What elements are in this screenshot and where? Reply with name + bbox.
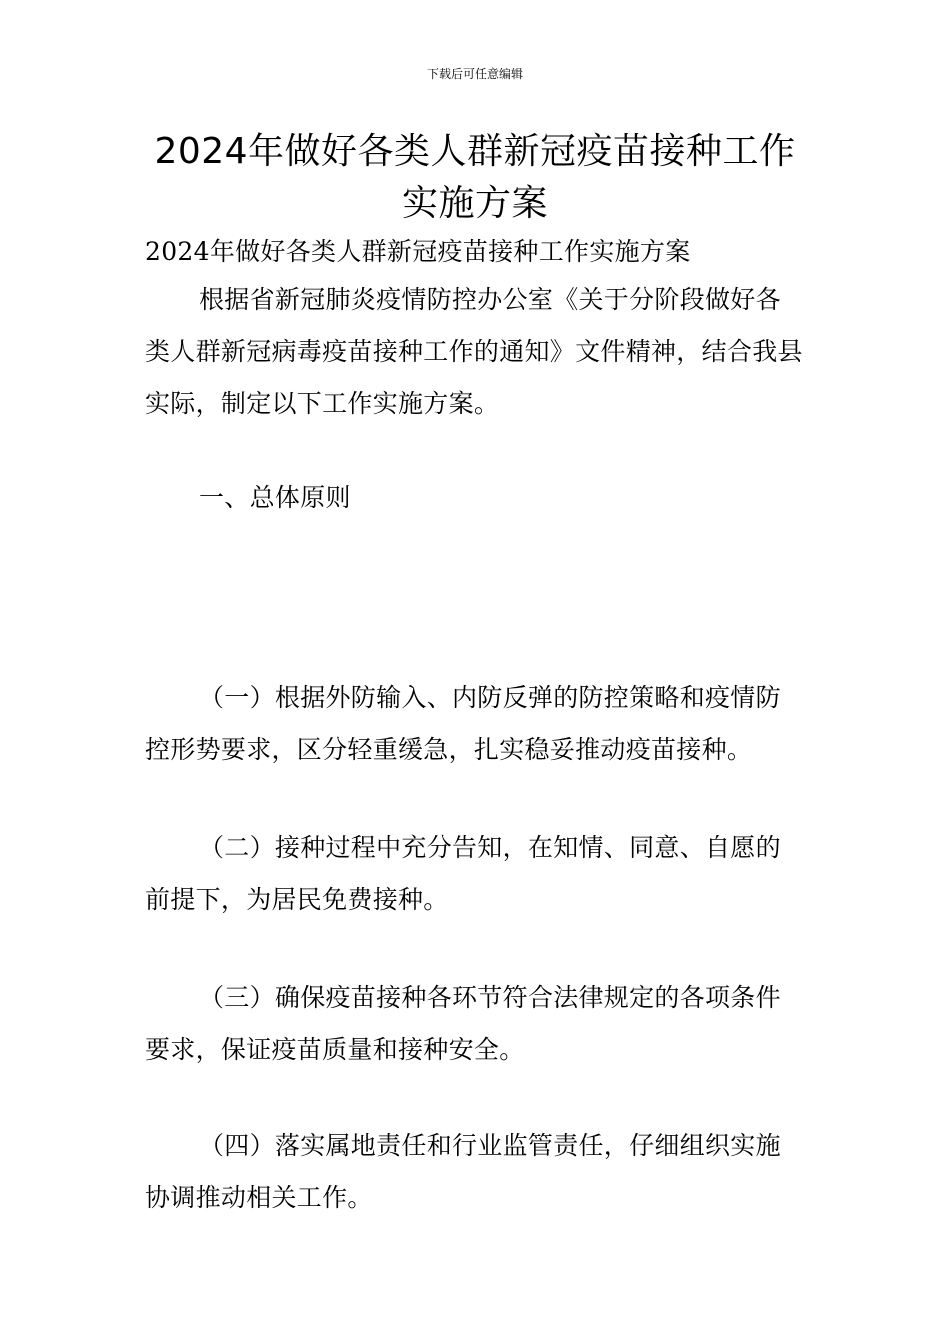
principle-item-3: （三）确保疫苗接种各环节符合法律规定的各项条件要求，保证疫苗质量和接种安全。 xyxy=(145,983,781,1064)
intro-paragraph: 根据省新冠肺炎疫情防控办公室《关于分阶段做好各类人群新冠病毒疫苗接种工作的通知》文件精神，结合我县实际，制定以下工作实施方案。 xyxy=(145,285,803,418)
section-heading-general-principles: 一、总体原则 xyxy=(199,483,351,512)
document-subtitle: 2024年做好各类人群新冠疫苗接种工作实施方案 xyxy=(145,237,691,266)
page-header-note: 下载后可任意编辑 xyxy=(426,67,523,81)
principle-item-4: （四）落实属地责任和行业监管责任，仔细组织实施协调推动相关工作。 xyxy=(145,1131,781,1212)
document-title: 2024年做好各类人群新冠疫苗接种工作实施方案 xyxy=(154,131,796,224)
principle-item-2: （二）接种过程中充分告知，在知情、同意、自愿的前提下，为居民免费接种。 xyxy=(145,833,781,914)
principle-item-1: （一）根据外防输入、内防反弹的防控策略和疫情防控形势要求，区分轻重缓急，扎实稳妥推动疫苗接种。 xyxy=(145,683,781,764)
